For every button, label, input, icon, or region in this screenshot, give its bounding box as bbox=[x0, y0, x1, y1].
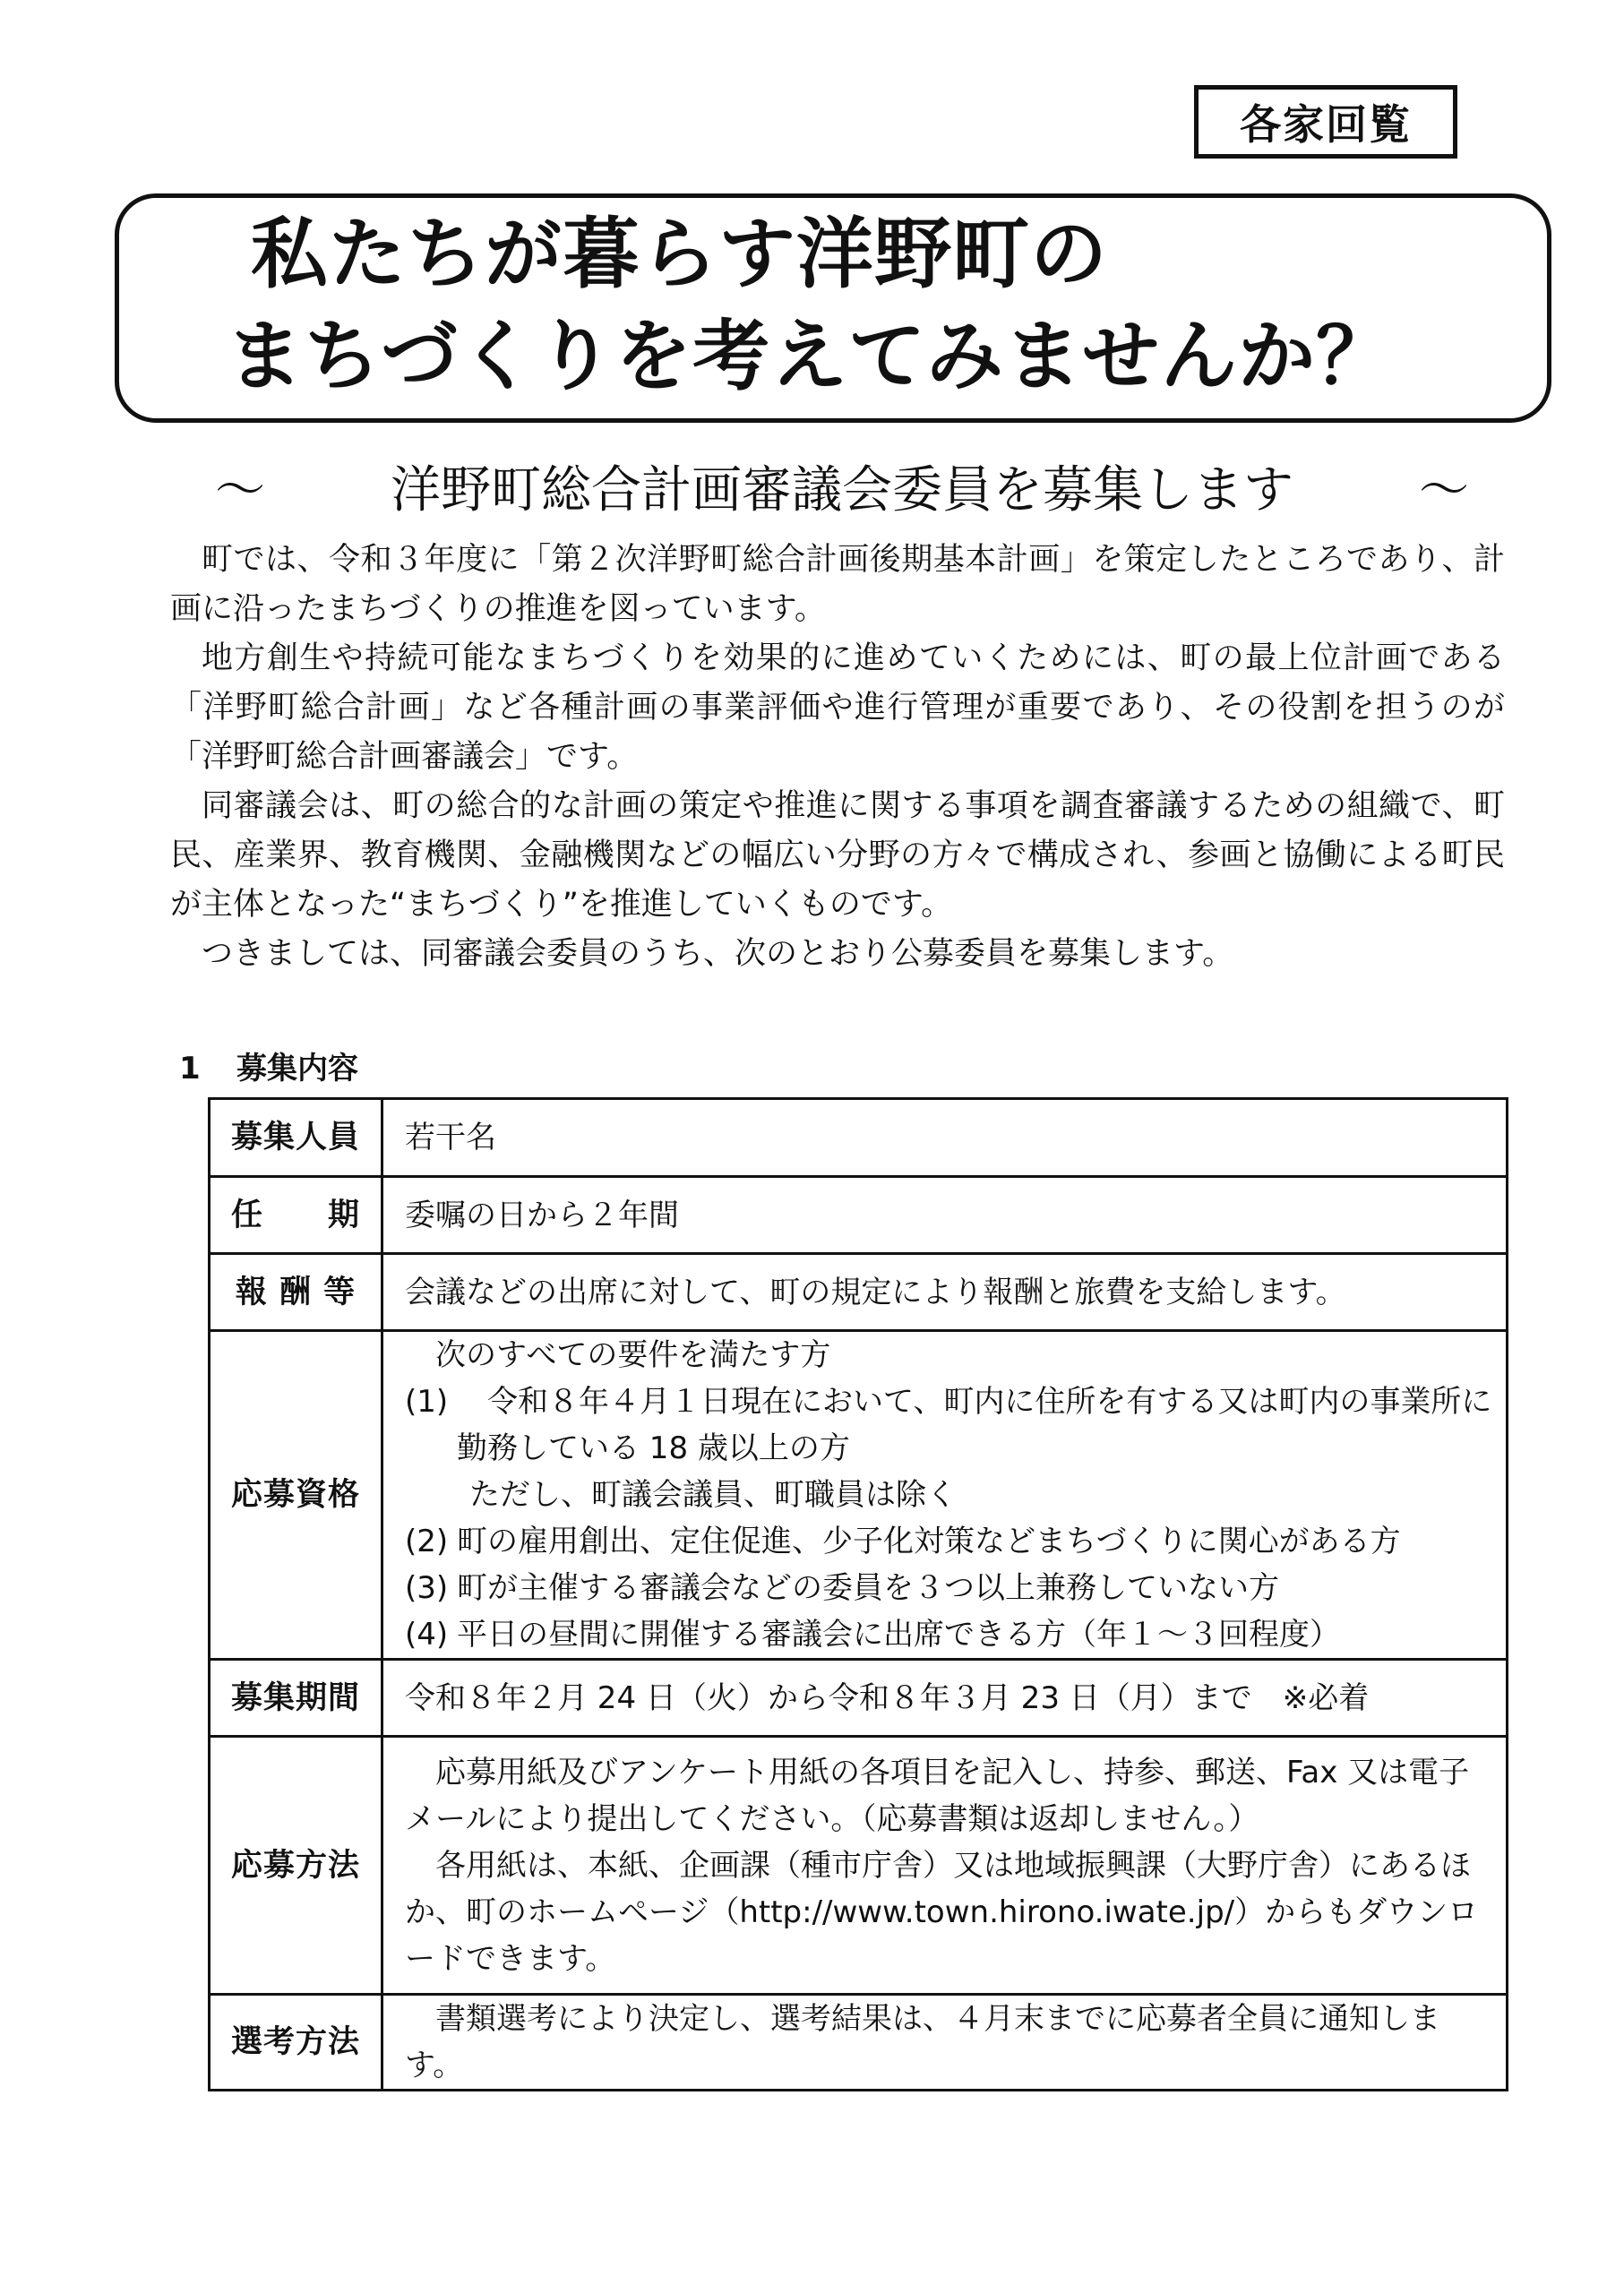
method-paragraph: 各用紙は、本紙、企画課（種市庁舎）又は地域振興課（大野庁舎）にあるほか、町のホームページ（http://www.town.hirono.iwate.jp/）からもダウンロードできます。 bbox=[405, 1847, 1479, 1977]
section-title: 募集内容 bbox=[236, 1051, 358, 1086]
item-number: (3) bbox=[405, 1570, 449, 1606]
row-label: 応募資格 bbox=[210, 1331, 382, 1660]
row-value: 会議などの出席に対して、町の規定により報酬と旅費を支給します。 bbox=[382, 1254, 1508, 1331]
table-row-period bbox=[210, 1660, 1508, 1737]
item-text: 平日の昼間に開催する審議会に出席できる方（年１～３回程度） bbox=[457, 1617, 1340, 1653]
intro-paragraph: 同審議会は、町の総合的な計画の策定や推進に関する事項を調査審議するための組織で、町民、産業界、教育機関、金融機関などの幅広い分野の方々で構成され、参画と協働による町民が主体となった“まちづくり”を推進していくものです。 bbox=[170, 788, 1505, 923]
row-label: 募集人員 bbox=[210, 1099, 382, 1177]
table-row-selection bbox=[210, 1995, 1508, 2091]
circulation-label: 各家回覧 bbox=[1240, 100, 1412, 149]
method-paragraph: 応募用紙及びアンケート用紙の各項目を記入し、持参、郵送、Fax 又は電子メールにより提出してください。（応募書類は返却しません。） bbox=[405, 1754, 1470, 1837]
table-row-term bbox=[210, 1177, 1508, 1254]
subtitle bbox=[215, 455, 1469, 527]
table-row-compensation bbox=[210, 1254, 1508, 1331]
eligibility-item bbox=[405, 1378, 1493, 1472]
eligibility-item bbox=[405, 1518, 1493, 1565]
table-row-eligibility bbox=[210, 1331, 1508, 1660]
row-value bbox=[382, 1331, 1508, 1660]
intro-paragraph: 地方創生や持続可能なまちづくりを効果的に進めていくためには、町の最上位計画である「洋野町総合計画」など各種計画の事業評価や進行管理が重要であり、その役割を担うのが「洋野町総合計画審議会」です。 bbox=[170, 640, 1505, 775]
row-value: 書類選考により決定し、選考結果は、４月末までに応募者全員に通知します。 bbox=[382, 1995, 1508, 2091]
item-number: (2) bbox=[405, 1524, 449, 1559]
section-number: 1 bbox=[179, 1051, 201, 1086]
item-number: (4) bbox=[405, 1617, 449, 1653]
subtitle-text: 洋野町総合計画審議会委員を募集します bbox=[391, 461, 1293, 520]
table-row-method bbox=[210, 1737, 1508, 1995]
table-row-recruit-count bbox=[210, 1099, 1508, 1177]
row-label: 報 酬 等 bbox=[210, 1254, 382, 1331]
row-value: 若干名 bbox=[382, 1099, 1508, 1177]
title-line-2: まちづくりを考えてみませんか？ bbox=[226, 312, 1395, 401]
row-label: 任 期 bbox=[210, 1177, 382, 1254]
section-heading bbox=[179, 1046, 358, 1091]
row-value bbox=[382, 1737, 1508, 1995]
item-number: (1) bbox=[405, 1384, 449, 1420]
item-note: ただし、町議会議員、町職員は除く bbox=[469, 1477, 957, 1513]
row-label: 応募方法 bbox=[210, 1737, 382, 1995]
circulation-stamp bbox=[1194, 85, 1457, 159]
item-text: 町の雇用創出、定住促進、少子化対策などまちづくりに関心がある方 bbox=[457, 1524, 1401, 1559]
eligibility-item bbox=[405, 1565, 1493, 1611]
item-text: 令和８年４月１日現在において、町内に住所を有する又は町内の事業所に勤務している 18 歳以上の方 bbox=[457, 1384, 1492, 1466]
intro-paragraph: 町では、令和３年度に「第２次洋野町総合計画後期基本計画」を策定したところであり、計画に沿ったまちづくりの推進を図っています。 bbox=[170, 542, 1505, 627]
row-value: 委嘱の日から２年間 bbox=[382, 1177, 1508, 1254]
intro-text bbox=[170, 536, 1505, 979]
title-line-1: 私たちが暮らす洋野町の bbox=[251, 210, 1108, 299]
subtitle-tilde-left: ～ bbox=[215, 461, 265, 520]
recruitment-table bbox=[208, 1097, 1508, 2091]
intro-paragraph: つきましては、同審議会委員のうち、次のとおり公募委員を募集します。 bbox=[202, 936, 1234, 972]
eligibility-intro: 次のすべての要件を満たす方 bbox=[435, 1337, 831, 1373]
row-label: 選考方法 bbox=[210, 1995, 382, 2091]
row-value: 令和８年２月 24 日（火）から令和８年３月 23 日（月）まで ※必着 bbox=[382, 1660, 1508, 1737]
item-text: 町が主催する審議会などの委員を３つ以上兼務していない方 bbox=[457, 1570, 1279, 1606]
subtitle-tilde-right: ～ bbox=[1419, 461, 1469, 520]
eligibility-item bbox=[405, 1611, 1493, 1658]
row-label: 募集期間 bbox=[210, 1660, 382, 1737]
